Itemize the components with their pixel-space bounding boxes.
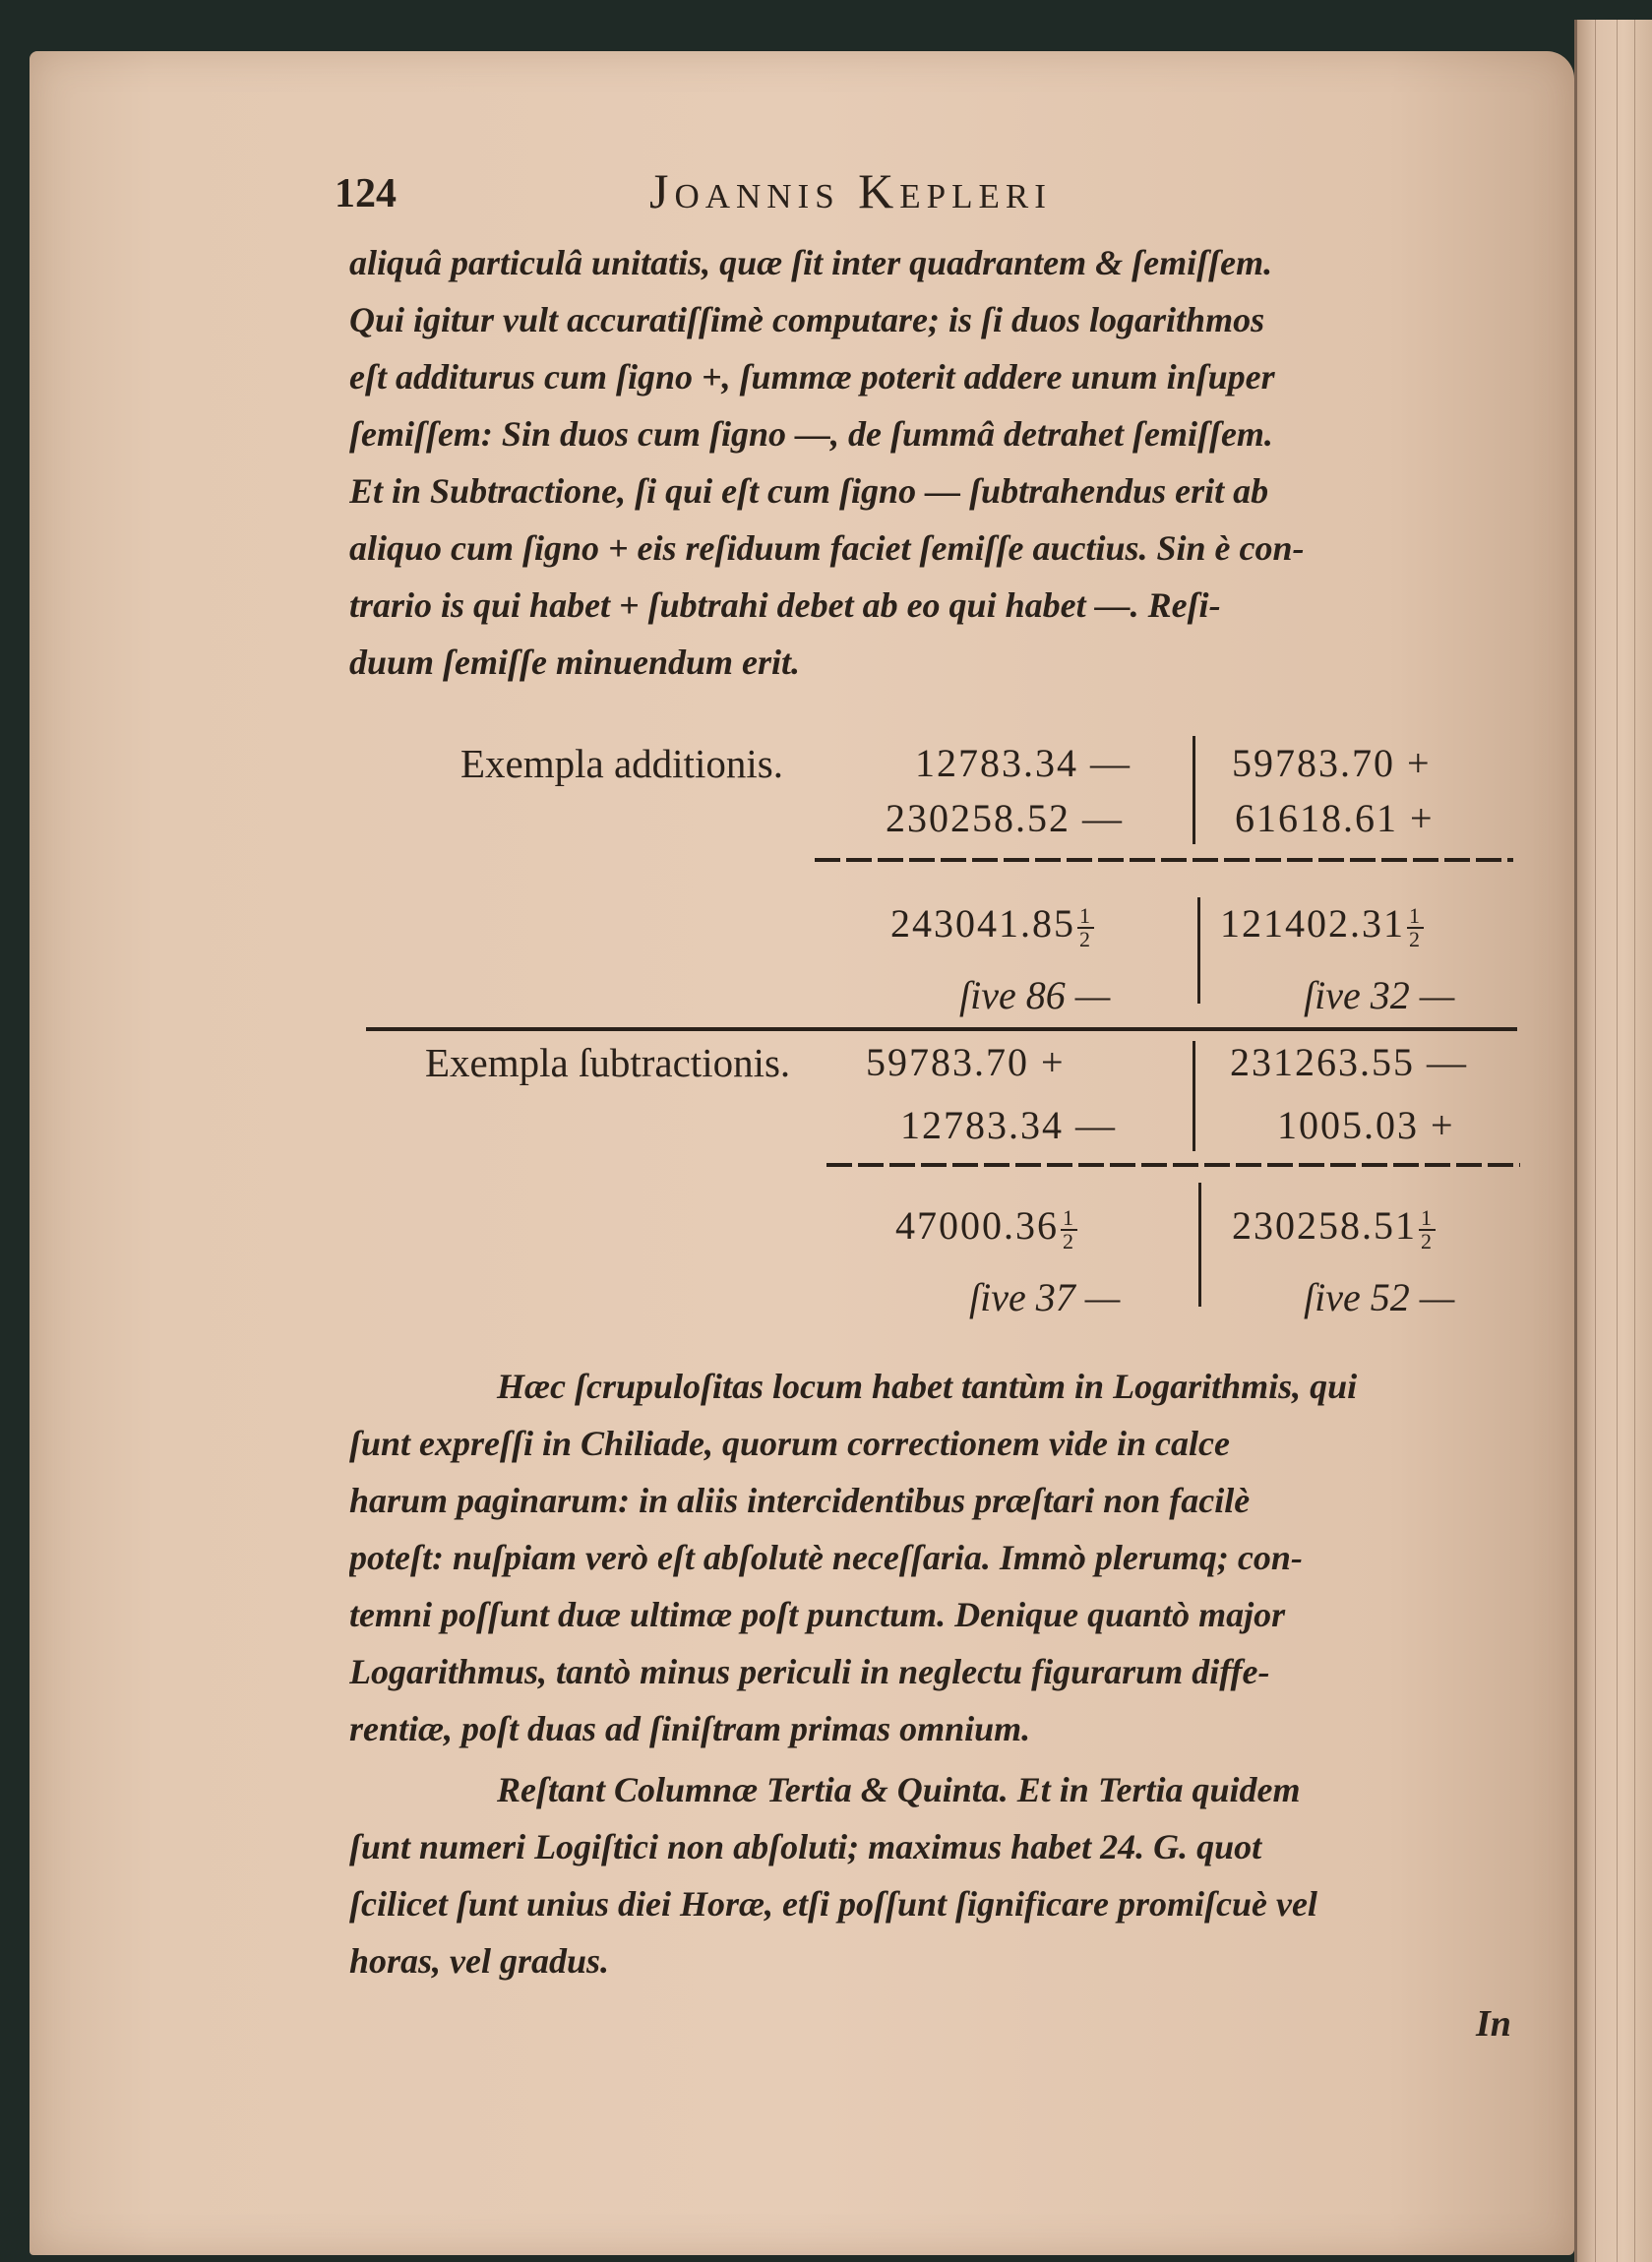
text-line: trario is qui habet + ſubtrahi debet ab eo qui habet —. Reſi- xyxy=(349,585,1221,625)
addition-left-b: 230258.52 — xyxy=(886,796,1124,840)
text-line: ſemiſſem: Sin duos cum ſigno —, de ſummâ detrahet ſemiſſem. xyxy=(349,414,1273,454)
fraction-half: $\frac{1}{2}$ xyxy=(1079,902,1092,951)
text-line: temni poſſunt duæ ultimæ poſt punctum. Denique quantò major xyxy=(349,1595,1286,1634)
subtraction-right-sive: ſive 52 — xyxy=(1304,1275,1455,1319)
text-line: harum paginarum: in aliis intercidentibus præſtari non facilè xyxy=(349,1481,1251,1520)
text-line: duum ſemiſſe minuendum erit. xyxy=(349,642,801,682)
subtraction-left-b: 12783.34 — xyxy=(900,1103,1117,1147)
subtraction-right-sum: 230258.51 $\frac{1}{2}$ xyxy=(1232,1203,1434,1253)
catchword: In xyxy=(1476,2003,1511,2045)
addition-left-sive: ſive 86 — xyxy=(959,973,1111,1017)
text-line: Logarithmus, tantò minus periculi in neglectu figurarum diffe- xyxy=(349,1652,1270,1691)
addition-left-sum: 243041.85 $\frac{1}{2}$ xyxy=(890,901,1092,951)
page-number: 124 xyxy=(335,171,397,216)
addition-label: Exempla additionis. xyxy=(460,741,783,786)
text-line: Hæc ſcrupuloſitas locum habet tantùm in Logarithmis, qui xyxy=(497,1367,1358,1406)
paragraph-1 xyxy=(349,234,1530,691)
paragraph-3 xyxy=(349,1761,1530,1989)
subtraction-left-sum: 47000.36 $\frac{1}{2}$ xyxy=(895,1203,1075,1253)
sum-rule xyxy=(815,858,1513,862)
next-page-edge xyxy=(1574,20,1652,2262)
addition-right-a: 59783.70 + xyxy=(1232,741,1432,785)
page-header xyxy=(335,162,1318,221)
text-line: ſunt expreſſi in Chiliade, quorum correctionem vide in calce xyxy=(349,1424,1230,1463)
text-line: Reſtant Columnæ Tertia & Quinta. Et in Tertia quidem xyxy=(497,1770,1301,1809)
text-line: rentiæ, poſt duas ad ſiniſtram primas omnium. xyxy=(349,1709,1031,1748)
fraction-half: $\frac{1}{2}$ xyxy=(1063,1204,1075,1253)
fraction-half: $\frac{1}{2}$ xyxy=(1421,1204,1434,1253)
fraction-half: $\frac{1}{2}$ xyxy=(1409,902,1422,951)
text-line: ſunt numeri Logiſtici non abſoluti; maximus habet 24. G. quot xyxy=(349,1827,1262,1866)
column-divider xyxy=(1193,1041,1195,1151)
section-rule xyxy=(366,1027,1517,1031)
text-line: ſcilicet ſunt unius diei Horæ, etſi poſſunt ſignificare promiſcuè vel xyxy=(349,1884,1317,1924)
paragraph-2 xyxy=(349,1358,1530,1757)
text-line: Et in Subtractione, ſi qui eſt cum ſigno — ſubtrahendus erit ab xyxy=(349,471,1269,511)
subtraction-right-a: 231263.55 — xyxy=(1230,1040,1468,1084)
text-line: horas, vel gradus. xyxy=(349,1941,610,1981)
text-line: poteſt: nuſpiam verò eſt abſolutè neceſſaria. Immò plerumq; con- xyxy=(349,1538,1303,1577)
column-divider xyxy=(1197,897,1200,1004)
subtraction-left-a: 59783.70 + xyxy=(866,1040,1066,1084)
subtraction-right-b: 1005.03 + xyxy=(1277,1103,1455,1147)
subtraction-left-sive: ſive 37 — xyxy=(969,1275,1121,1319)
addition-left-a: 12783.34 — xyxy=(915,741,1132,785)
subtraction-label: Exempla ſubtractionis. xyxy=(425,1040,791,1085)
text-line: aliquâ particulâ unitatis, quæ ſit inter quadrantem & ſemiſſem. xyxy=(349,243,1273,282)
addition-right-sive: ſive 32 — xyxy=(1304,973,1455,1017)
column-divider xyxy=(1193,736,1195,844)
addition-right-sum: 121402.31 $\frac{1}{2}$ xyxy=(1220,901,1422,951)
running-title: Joannis Kepleri xyxy=(649,163,1052,218)
text-line: aliquo cum ſigno + eis reſiduum faciet ſemiſſe auctius. Sin è con- xyxy=(349,528,1305,568)
text-line: eſt additurus cum ſigno +, ſummæ poterit addere unum inſuper xyxy=(349,357,1275,397)
sum-rule xyxy=(826,1163,1520,1167)
addition-right-b: 61618.61 + xyxy=(1235,796,1435,840)
column-divider xyxy=(1198,1183,1201,1307)
text-line: Qui igitur vult accuratiſſimè computare; is ſi duos logarithmos xyxy=(349,300,1265,339)
